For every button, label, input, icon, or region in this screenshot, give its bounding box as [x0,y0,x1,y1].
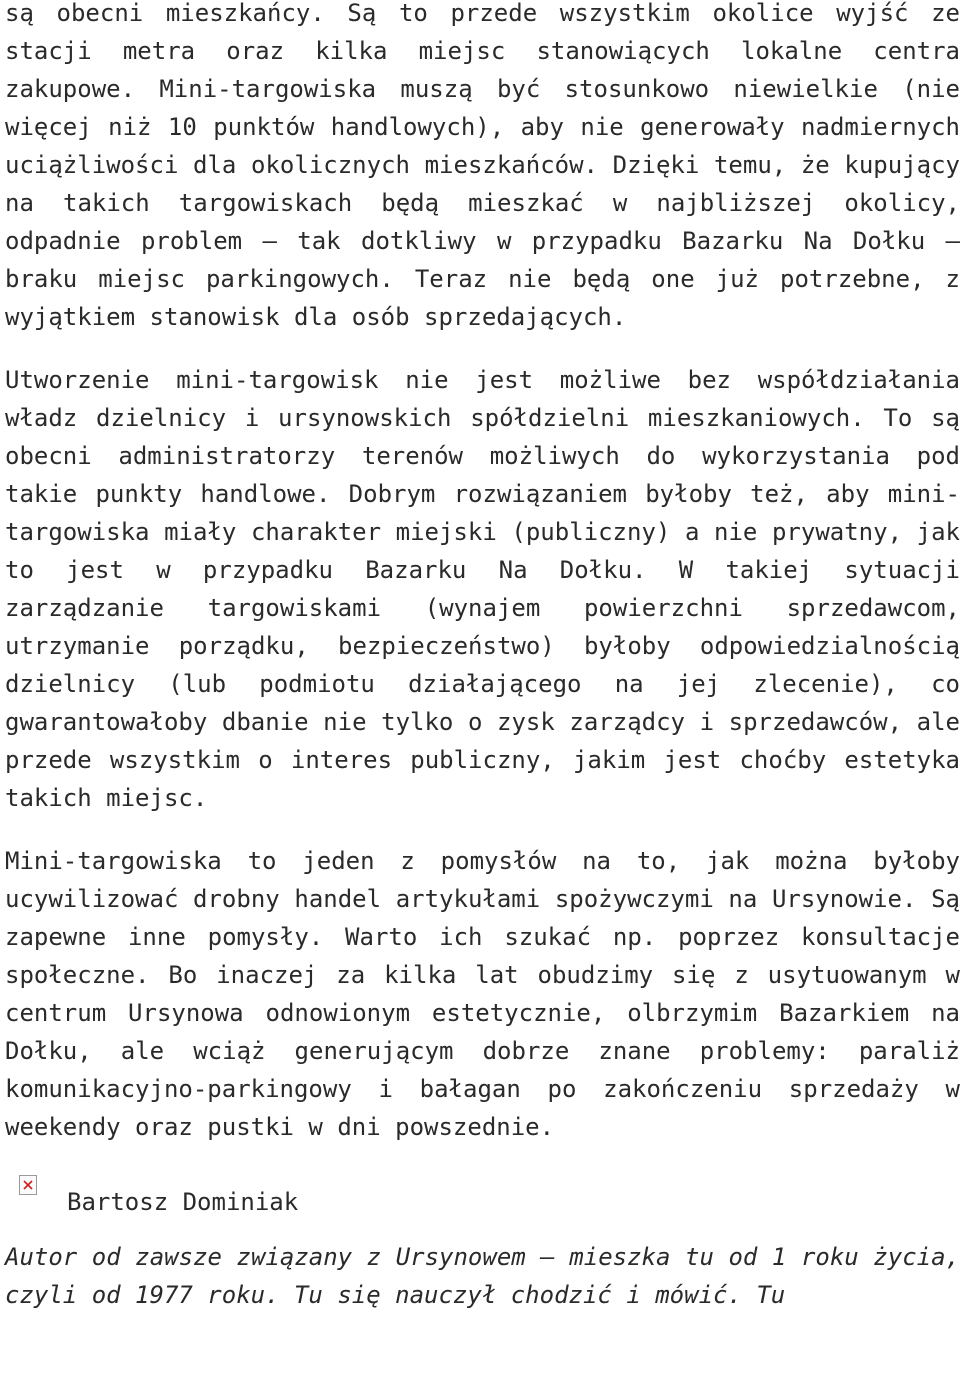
paragraph: Utworzenie mini-targowisk nie jest możliwe bez współdziałania władz dzielnicy i ursynowskich spółdzielni mieszkaniowych. To są obecni administratorzy terenów możliwych do wykorzystania pod takie punkty handlowe. Dobrym rozwiązaniem byłoby też, aby mini-targowiska miały charakter miejski (publiczny) a nie prywatny, jak to jest w przypadku Bazarku Na Dołku. W takiej sytuacji zarządzanie targowiskami (wynajem powierzchni sprzedawcom, utrzymanie porządku, bezpieczeństwo) byłoby odpowiedzialnością dzielnicy (lub podmiotu działającego na jej zlecenie), co gwarantowałoby dbanie nie tylko o zysk zarządcy i sprzedawców, ale przede wszystkim o interes publiczny, jakim jest choćby estetyka takich miejsc. [5,366,960,812]
author-bio: Autor od zawsze związany z Ursynowem – mieszka tu od 1 roku życia, czyli od 1977 roku. Tu się nauczył chodzić i mówić. Tu [5,1243,960,1309]
article-body [5,0,960,1314]
author-box [5,1175,960,1215]
broken-image-icon [19,1175,37,1195]
paragraph: są obecni mieszkańcy. Są to przede wszystkim okolice wyjść ze stacji metra oraz kilka miejsc stanowiących lokalne centra zakupowe. Mini-targowiska muszą być stosunkowo niewielkie (nie więcej niż 10 punktów handlowych), aby nie generowały nadmiernych uciążliwości dla okolicznych mieszkańców. Dzięki temu, że kupujący na takich targowiskach będą mieszkać w najbliższej okolicy, odpadnie problem – tak dotkliwy w przypadku Bazarku Na Dołku – braku miejsc parkingowych. Teraz nie będą one już potrzebne, z wyjątkiem stanowisk dla osób sprzedających. [5,0,960,331]
author-name: Bartosz Dominiak [67,1188,299,1216]
paragraph: Mini-targowiska to jeden z pomysłów na to, jak można byłoby ucywilizować drobny handel artykułami spożywczymi na Ursynowie. Są zapewne inne pomysły. Warto ich szukać np. poprzez konsultacje społeczne. Bo inaczej za kilka lat obudzimy się z usytuowanym w centrum Ursynowa odnowionym estetycznie, olbrzymim Bazarkiem na Dołku, ale wciąż generującym dobrze znane problemy: paraliż komunikacyjno-parkingowy i bałagan po zakończeniu sprzedaży w weekendy oraz pustki w dni powszednie. [5,847,960,1141]
